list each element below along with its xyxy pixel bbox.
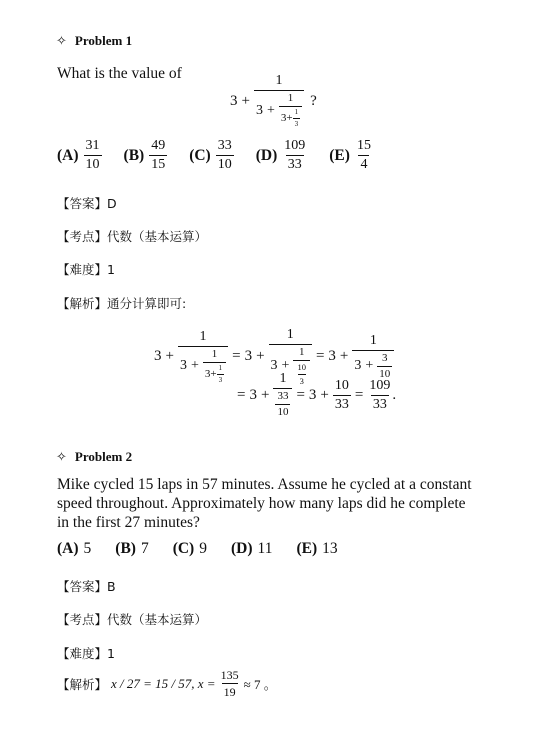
problem-1-title: Problem 1 bbox=[74, 33, 133, 48]
problem-1-answer: 【答案】D bbox=[57, 196, 117, 211]
problem-2-topic: 【考点】代数（基本运算） bbox=[57, 612, 208, 627]
diamond-icon: ✧ bbox=[56, 449, 67, 464]
problem-2-options bbox=[57, 540, 338, 558]
diamond-icon: ✧ bbox=[56, 33, 67, 48]
problem-2-analysis: 【解析】 x / 27 = 15 / 57, x = $\frac{135}{19}$ ≈ 7 。 bbox=[57, 668, 277, 699]
option-b: (B) 7 bbox=[115, 540, 149, 557]
problem-1-question: What is the value of bbox=[57, 65, 182, 82]
problem-2-header bbox=[56, 449, 132, 465]
solution-line-2: = 3 + $\frac{1}{\frac{33}{10}}$ = 3 + $\frac{10}{33}$ = $\frac{109}{33}$ . bbox=[237, 371, 397, 418]
problem-1-topic: 【考点】代数（基本运算） bbox=[57, 229, 208, 244]
option-d: (D) 11 bbox=[230, 540, 273, 557]
option-a: (A) $\frac{31}{10}$ bbox=[57, 138, 100, 172]
solution-line-1: 3 + 1 3 + 1 3+ $\frac{1}{3}$ = 3 + 1 3 + $\frac{1}{\frac{10}{3}}$ = 3 + 1 3 + $\frac{3}{10}$ bbox=[154, 328, 394, 385]
problem-1-options bbox=[57, 139, 373, 172]
problem-1-analysis: 【解析】通分计算即可: bbox=[57, 296, 187, 311]
problem-2-question: Mike cycled 15 laps in 57 minutes. Assume he cycled at a constant speed throughout. Approximately how many laps did he complete in the first 27 minutes? bbox=[57, 476, 472, 531]
option-c: (C) $\frac{33}{10}$ bbox=[189, 138, 232, 172]
option-e: (E) 13 bbox=[296, 540, 338, 557]
problem-1-difficulty: 【难度】1 bbox=[57, 262, 115, 277]
problem-1-header bbox=[56, 33, 132, 49]
option-e: (E) $\frac{15}{4}$ bbox=[329, 138, 371, 172]
option-c: (C) 9 bbox=[172, 540, 207, 557]
option-d: (D) $\frac{109}{33}$ bbox=[255, 138, 306, 172]
option-b: (B) $\frac{49}{15}$ bbox=[123, 138, 166, 172]
option-a: (A) 5 bbox=[57, 540, 92, 557]
problem-1-expression: 3 + 1 3 + 1 3+ $\frac{1}{3}$ ? bbox=[230, 73, 317, 128]
problem-2-title: Problem 2 bbox=[74, 449, 133, 464]
problem-2-difficulty: 【难度】1 bbox=[57, 646, 115, 661]
problem-2-answer: 【答案】B bbox=[57, 579, 116, 594]
